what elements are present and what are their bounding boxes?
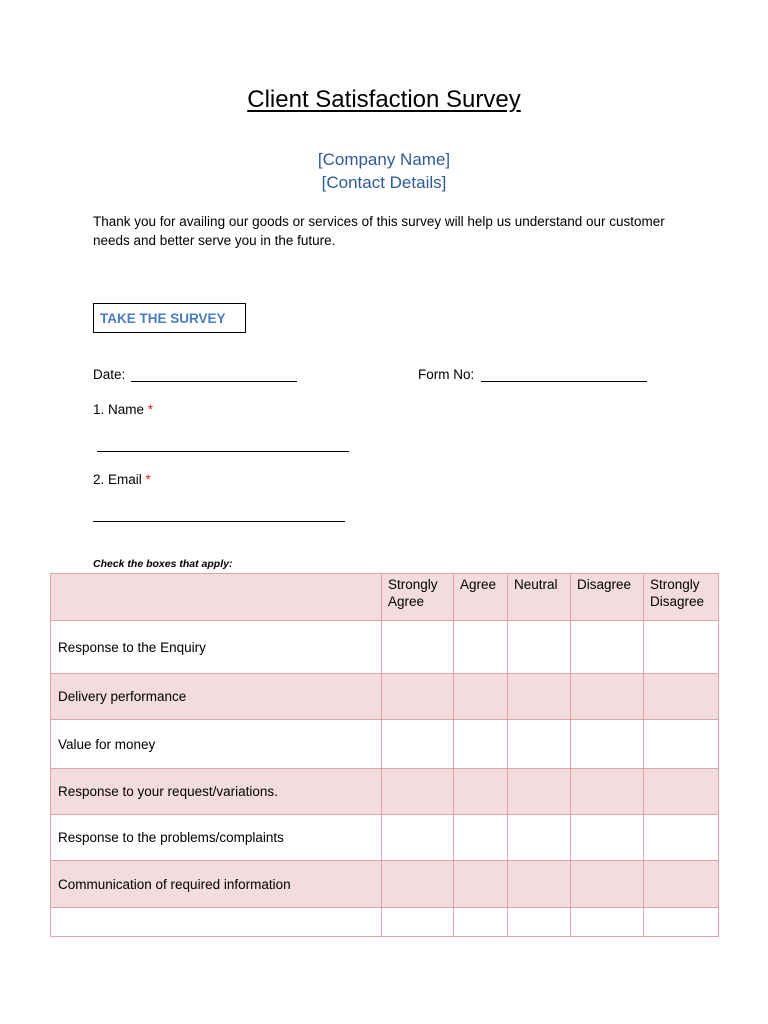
page-title: Client Satisfaction Survey bbox=[247, 86, 521, 113]
row-question: Communication of required information bbox=[51, 861, 382, 908]
checkbox-cell[interactable] bbox=[571, 720, 644, 769]
table-row bbox=[51, 861, 719, 908]
checkbox-cell[interactable] bbox=[571, 769, 644, 815]
row-question: Value for money bbox=[51, 720, 382, 769]
table-row bbox=[51, 769, 719, 815]
name-label-row bbox=[93, 402, 153, 417]
table-row bbox=[51, 621, 719, 674]
checkbox-cell[interactable] bbox=[508, 815, 571, 861]
row-question: Response to the problems/complaints bbox=[51, 815, 382, 861]
table-row bbox=[51, 815, 719, 861]
checkbox-cell[interactable] bbox=[382, 621, 454, 674]
column-header: Strongly Disagree bbox=[644, 574, 719, 621]
row-question: Response to the Enquiry bbox=[51, 621, 382, 674]
email-label-row bbox=[93, 472, 151, 487]
date-label: Date: bbox=[93, 367, 126, 382]
check-boxes-note: Check the boxes that apply: bbox=[93, 558, 233, 570]
checkbox-cell[interactable] bbox=[382, 674, 454, 720]
email-field[interactable] bbox=[93, 521, 345, 522]
row-question: Delivery performance bbox=[51, 674, 382, 720]
checkbox-cell[interactable] bbox=[454, 720, 508, 769]
form-no-field[interactable] bbox=[481, 381, 647, 382]
checkbox-cell[interactable] bbox=[571, 621, 644, 674]
checkbox-cell[interactable] bbox=[644, 674, 719, 720]
checkbox-cell[interactable] bbox=[571, 815, 644, 861]
column-header: Neutral bbox=[508, 574, 571, 621]
checkbox-cell[interactable] bbox=[508, 720, 571, 769]
checkbox-cell[interactable] bbox=[571, 908, 644, 937]
checkbox-cell[interactable] bbox=[382, 908, 454, 937]
column-header: Strongly Agree bbox=[382, 574, 454, 621]
form-no-label: Form No: bbox=[418, 367, 475, 382]
checkbox-cell[interactable] bbox=[508, 769, 571, 815]
row-question: Response to your request/variations. bbox=[51, 769, 382, 815]
column-header: Agree bbox=[454, 574, 508, 621]
checkbox-cell[interactable] bbox=[644, 769, 719, 815]
name-field[interactable] bbox=[97, 451, 349, 452]
column-header: Disagree bbox=[571, 574, 644, 621]
checkbox-cell[interactable] bbox=[454, 621, 508, 674]
table-row bbox=[51, 908, 719, 937]
checkbox-cell[interactable] bbox=[508, 621, 571, 674]
company-name: [Company Name] bbox=[317, 150, 451, 169]
checkbox-cell[interactable] bbox=[644, 720, 719, 769]
checkbox-cell[interactable] bbox=[382, 769, 454, 815]
checkbox-cell[interactable] bbox=[571, 861, 644, 908]
checkbox-cell[interactable] bbox=[508, 674, 571, 720]
checkbox-cell[interactable] bbox=[508, 861, 571, 908]
table-row bbox=[51, 720, 719, 769]
table-header-row bbox=[51, 574, 719, 621]
checkbox-cell[interactable] bbox=[454, 815, 508, 861]
name-label: 1. Name bbox=[93, 402, 148, 417]
checkbox-cell[interactable] bbox=[644, 621, 719, 674]
checkbox-cell[interactable] bbox=[382, 720, 454, 769]
row-question bbox=[51, 908, 382, 937]
checkbox-cell[interactable] bbox=[382, 861, 454, 908]
satisfaction-table bbox=[50, 573, 719, 937]
intro-text: Thank you for availing our goods or services of this survey will help us understand our customer needs and better serve you in the future. bbox=[93, 214, 665, 248]
checkbox-cell[interactable] bbox=[454, 674, 508, 720]
email-required-mark: * bbox=[145, 472, 151, 487]
checkbox-cell[interactable] bbox=[454, 769, 508, 815]
contact-details: [Contact Details] bbox=[321, 173, 447, 192]
checkbox-cell[interactable] bbox=[644, 908, 719, 937]
checkbox-cell[interactable] bbox=[382, 815, 454, 861]
take-survey-button[interactable]: TAKE THE SURVEY bbox=[93, 303, 246, 333]
table-row bbox=[51, 674, 719, 720]
email-label: 2. Email bbox=[93, 472, 146, 487]
header-blank-cell bbox=[51, 574, 382, 621]
checkbox-cell[interactable] bbox=[644, 861, 719, 908]
checkbox-cell[interactable] bbox=[454, 861, 508, 908]
date-field[interactable] bbox=[131, 381, 297, 382]
checkbox-cell[interactable] bbox=[508, 908, 571, 937]
checkbox-cell[interactable] bbox=[454, 908, 508, 937]
name-required-mark: * bbox=[147, 402, 154, 417]
checkbox-cell[interactable] bbox=[644, 815, 719, 861]
checkbox-cell[interactable] bbox=[571, 674, 644, 720]
